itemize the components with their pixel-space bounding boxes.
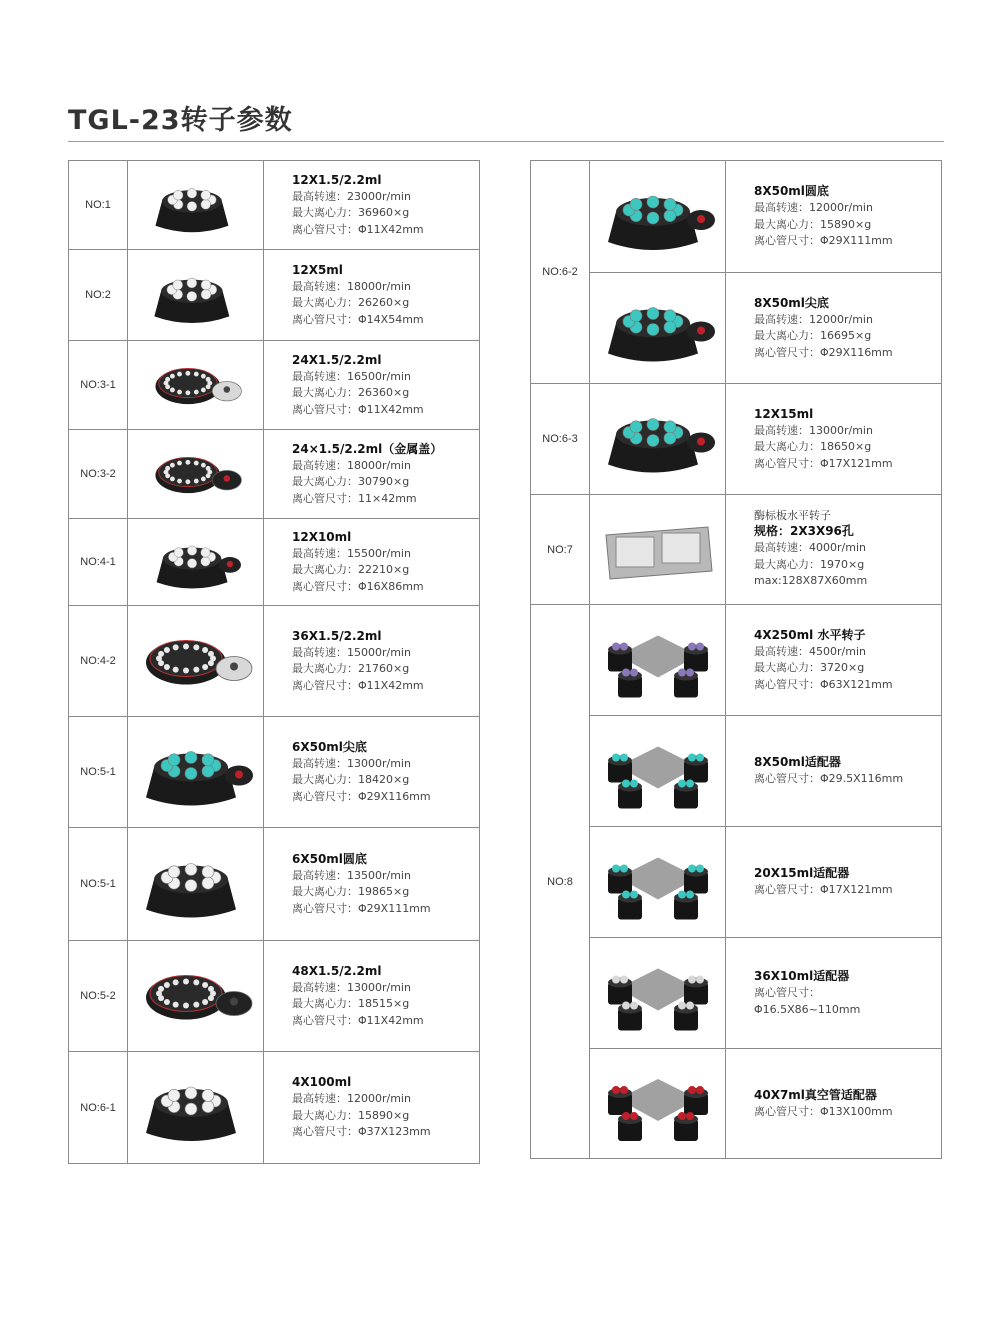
spec-line: 最高转速：4500r/min <box>754 644 866 658</box>
rotor-spec <box>264 606 480 717</box>
spec-line: 离心管尺寸：11×42mm <box>292 491 417 505</box>
rotor-name: 36X10ml适配器 <box>754 969 850 983</box>
spec-line: 离心管尺寸：Φ16X86mm <box>292 579 424 593</box>
spec-line: 离心管尺寸：Φ11X42mm <box>292 402 424 416</box>
rotor-image <box>128 941 264 1052</box>
table-row <box>69 161 480 250</box>
table-row <box>69 341 480 430</box>
swing-bucket-rotor-icon <box>598 613 718 708</box>
rotor-image <box>128 828 264 941</box>
rotor-image <box>128 519 264 606</box>
rotor-spec <box>264 941 480 1052</box>
rotor-spec <box>726 161 942 273</box>
table-row <box>531 161 942 273</box>
rotor-image <box>590 384 726 495</box>
rotor-number: NO:4-2 <box>69 606 128 717</box>
rotor-name: 12X10ml <box>292 529 352 544</box>
rotor-image <box>128 606 264 717</box>
rotor-spec <box>264 828 480 941</box>
rotor-name: 12X5ml <box>292 262 343 277</box>
rotor-name: 20X15ml适配器 <box>754 866 850 881</box>
swing-bucket-adapter-cyan-icon <box>598 724 718 819</box>
fixed-angle-rotor-cyan-tubes-icon <box>598 169 718 265</box>
spec-line: 离心管尺寸：Φ11X42mm <box>292 1013 424 1027</box>
table-row <box>531 716 942 827</box>
spec-line: 最高转速：18000r/min <box>292 279 411 293</box>
rotor-number: NO:1 <box>69 161 128 250</box>
spec-line: 最大离心力：15890×g <box>754 217 872 231</box>
spec-line: Φ16.5X86~110mm <box>754 1002 861 1016</box>
rotor-image <box>590 938 726 1049</box>
rotor-spec <box>264 717 480 828</box>
spec-line: 最大离心力：22210×g <box>292 563 410 577</box>
rotor-name: 6X50ml尖底 <box>292 739 367 754</box>
rotor-number: NO:8 <box>531 605 590 1159</box>
spec-line: 最高转速：12000r/min <box>754 312 873 326</box>
flat-rotor-with-clear-lid-icon <box>136 349 256 422</box>
rotor-name: 规格：2X3X96孔 <box>754 524 854 539</box>
spec-line: 最大离心力：15890×g <box>292 1108 410 1122</box>
rotor-number: NO:3-2 <box>69 430 128 519</box>
rotor-spec <box>726 384 942 495</box>
rotor-image <box>590 827 726 938</box>
table-row <box>531 384 942 495</box>
rotor-spec <box>264 1052 480 1164</box>
rotor-image <box>128 341 264 430</box>
spec-line: 最高转速：4000r/min <box>754 541 866 555</box>
rotor-image <box>590 605 726 716</box>
spec-line: 最高转速：12000r/min <box>292 1092 411 1106</box>
spec-line: 最高转速：16500r/min <box>292 369 411 383</box>
rotor-name: 24×1.5/2.2ml（金属盖） <box>292 441 443 456</box>
fixed-angle-rotor-white-tubes-icon <box>136 1060 256 1156</box>
table-row <box>69 1052 480 1164</box>
rotor-number: NO:6-3 <box>531 384 590 495</box>
table-row <box>531 827 942 938</box>
rotor-spec <box>264 341 480 430</box>
spec-line: 最大离心力：3720×g <box>754 661 865 675</box>
fixed-angle-rotor-cyan-tubes-icon <box>136 725 256 820</box>
table-row <box>531 495 942 605</box>
spec-line: max:128X87X60mm <box>754 574 868 588</box>
rotor-image <box>128 430 264 519</box>
rotor-spec <box>726 495 942 605</box>
rotor-spec <box>264 519 480 606</box>
spec-line: 离心管尺寸：Φ13X100mm <box>754 1104 893 1118</box>
fixed-angle-rotor-cyan-tubes-icon <box>598 392 718 487</box>
right-spec-table <box>530 160 942 1159</box>
page-title: TGL-23转子参数 <box>68 105 293 136</box>
spec-line: 最大离心力：18420×g <box>292 773 410 787</box>
spec-line: 最大离心力：18650×g <box>754 440 872 454</box>
rotor-spec <box>726 1049 942 1159</box>
fixed-angle-rotor-cyan-tubes-icon <box>598 281 718 376</box>
fixed-angle-rotor-white-tubes-icon <box>136 258 256 333</box>
spec-line: 最高转速：18000r/min <box>292 458 411 472</box>
rotor-image <box>590 161 726 273</box>
left-spec-table <box>68 160 480 1164</box>
rotor-number: NO:4-1 <box>69 519 128 606</box>
rotor-number: NO:7 <box>531 495 590 605</box>
swing-bucket-adapter-red-icon <box>598 1057 718 1151</box>
spec-line: 离心管尺寸：Φ29.5X116mm <box>754 772 904 786</box>
spec-line: 最高转速：15500r/min <box>292 546 411 560</box>
flat-rotor-with-red-lid-icon <box>136 438 256 511</box>
spec-line: 最高转速：13000r/min <box>292 980 411 994</box>
spec-line: 最高转速：13500r/min <box>292 868 411 882</box>
table-row <box>69 519 480 606</box>
flat-rotor-with-lid-icon <box>136 949 256 1044</box>
rotor-name: 4X250ml 水平转子 <box>754 627 866 642</box>
spec-line: 最大离心力：36960×g <box>292 206 410 220</box>
rotor-image <box>590 1049 726 1159</box>
spec-line: 最大离心力：16695×g <box>754 329 872 343</box>
rotor-image <box>590 495 726 605</box>
spec-line: 离心管尺寸： <box>754 986 820 999</box>
spec-line: 离心管尺寸：Φ29X116mm <box>292 789 431 803</box>
spec-line: 离心管尺寸：Φ29X111mm <box>754 234 893 248</box>
table-row <box>69 430 480 519</box>
rotor-name: 4X100ml <box>292 1075 352 1090</box>
table-row <box>69 606 480 717</box>
spec-line: 离心管尺寸：Φ14X54mm <box>292 312 424 326</box>
rotor-name: 12X1.5/2.2ml <box>292 172 382 187</box>
rotor-name: 48X1.5/2.2ml <box>292 963 382 978</box>
spec-line: 最大离心力：26260×g <box>292 296 410 310</box>
flat-rotor-with-clear-lid-icon <box>136 614 256 709</box>
table-row <box>69 828 480 941</box>
rotor-spec <box>264 250 480 341</box>
spec-line: 最大离心力：30790×g <box>292 475 410 489</box>
swing-bucket-adapter-white-icon <box>598 946 718 1041</box>
spec-line: 最高转速：15000r/min <box>292 645 411 659</box>
rotor-spec <box>726 827 942 938</box>
spec-line: 离心管尺寸：Φ17X121mm <box>754 456 893 470</box>
spec-line: 离心管尺寸：Φ37X123mm <box>292 1125 431 1139</box>
rotor-image <box>128 250 264 341</box>
rotor-name: 8X50ml适配器 <box>754 755 841 770</box>
spec-line: 离心管尺寸：Φ11X42mm <box>292 678 424 692</box>
spec-line: 离心管尺寸：Φ17X121mm <box>754 883 893 897</box>
spec-line: 最高转速：12000r/min <box>754 201 873 215</box>
rotor-spec <box>726 273 942 384</box>
rotor-spec <box>264 430 480 519</box>
rotor-image <box>128 1052 264 1164</box>
rotor-number: NO:5-1 <box>69 717 128 828</box>
rotor-spec <box>726 938 942 1049</box>
rotor-name: 12X15ml <box>754 406 814 421</box>
spec-line: 离心管尺寸：Φ29X111mm <box>292 901 431 915</box>
rotor-subtitle: 酶标板水平转子 <box>754 509 831 523</box>
spec-line: 离心管尺寸：Φ63X121mm <box>754 677 893 691</box>
spec-line: 最大离心力：26360×g <box>292 386 410 400</box>
swing-bucket-adapter-cyan-icon <box>598 835 718 930</box>
rotor-spec <box>726 605 942 716</box>
rotor-name: 8X50ml尖底 <box>754 295 829 310</box>
rotor-number: NO:6-2 <box>531 161 590 384</box>
rotor-image <box>128 161 264 250</box>
table-row <box>69 250 480 341</box>
rotor-name: 6X50ml圆底 <box>292 851 367 866</box>
rotor-image <box>128 717 264 828</box>
rotor-spec <box>726 716 942 827</box>
rotor-number: NO:5-1 <box>69 828 128 941</box>
rotor-name: 36X1.5/2.2ml <box>292 628 382 643</box>
rotor-spec <box>264 161 480 250</box>
table-row <box>531 273 942 384</box>
rotor-number: NO:6-1 <box>69 1052 128 1164</box>
microplate-swing-rotor-icon <box>598 503 718 597</box>
fixed-angle-rotor-white-tubes-icon <box>136 169 256 242</box>
spec-line: 最高转速：13000r/min <box>292 756 411 770</box>
rotor-image <box>590 273 726 384</box>
spec-line: 离心管尺寸：Φ11X42mm <box>292 222 424 236</box>
rotor-name: 8X50ml圆底 <box>754 184 829 199</box>
title-divider <box>68 141 944 142</box>
spec-line: 最大离心力：1970×g <box>754 557 865 571</box>
fixed-angle-rotor-with-lid-icon <box>136 527 256 598</box>
spec-line: 离心管尺寸：Φ29X116mm <box>754 345 893 359</box>
rotor-number: NO:5-2 <box>69 941 128 1052</box>
rotor-number: NO:3-1 <box>69 341 128 430</box>
rotor-name: 40X7ml真空管适配器 <box>754 1087 877 1102</box>
table-row <box>69 941 480 1052</box>
spec-line: 最高转速：13000r/min <box>754 423 873 437</box>
spec-line: 最大离心力：18515×g <box>292 997 410 1011</box>
table-row <box>531 938 942 1049</box>
table-row <box>531 605 942 716</box>
rotor-image <box>590 716 726 827</box>
table-row <box>69 717 480 828</box>
rotor-name: 24X1.5/2.2ml <box>292 352 382 367</box>
rotor-number: NO:2 <box>69 250 128 341</box>
spec-line: 最高转速：23000r/min <box>292 189 411 203</box>
fixed-angle-rotor-white-tubes-icon <box>136 836 256 933</box>
spec-line: 最大离心力：19865×g <box>292 885 410 899</box>
table-row <box>531 1049 942 1159</box>
spec-line: 最大离心力：21760×g <box>292 662 410 676</box>
